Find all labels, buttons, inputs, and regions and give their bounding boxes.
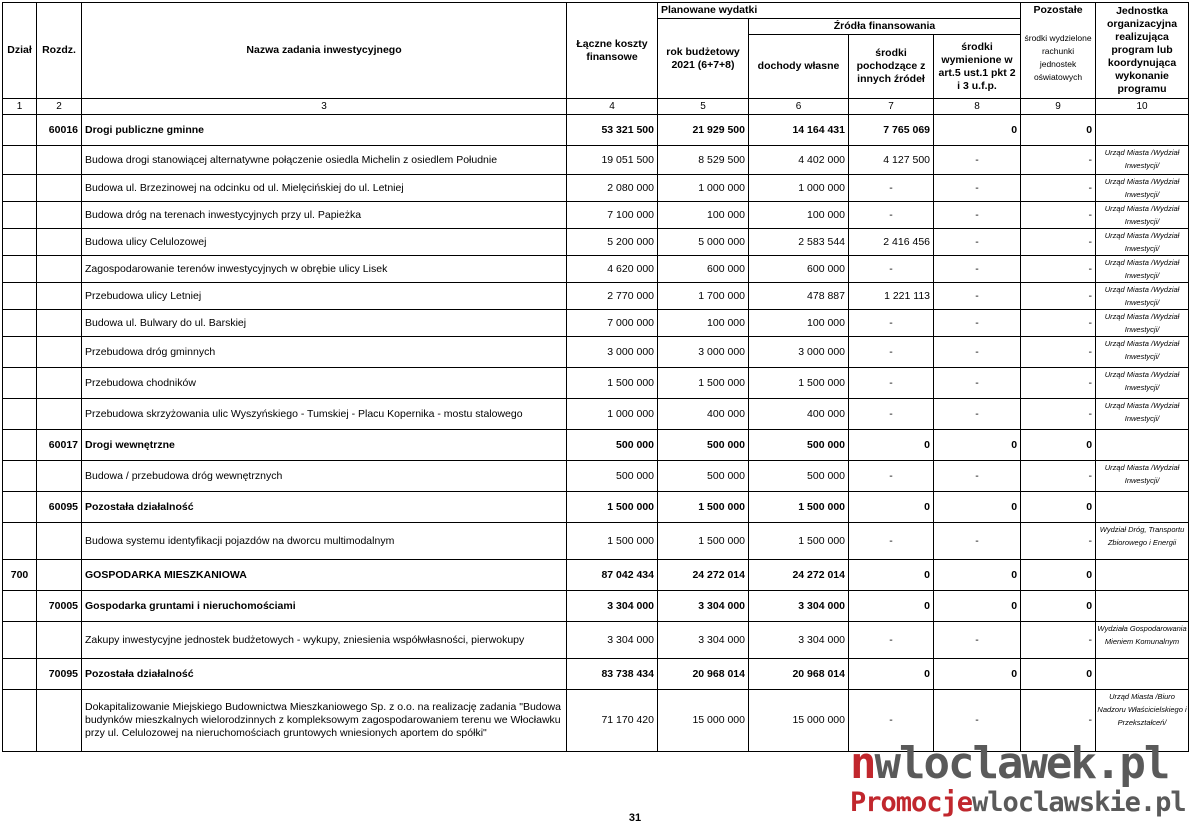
col-number: 10 xyxy=(1096,99,1189,115)
cell-rozdz xyxy=(37,560,82,591)
cell-innych: - xyxy=(849,523,934,560)
cell-dzial xyxy=(3,175,37,202)
cell-dochody: 1 500 000 xyxy=(749,368,849,399)
cell-dochody: 400 000 xyxy=(749,399,849,430)
cell-dochody: 2 583 544 xyxy=(749,229,849,256)
cell-dzial xyxy=(3,622,37,659)
cell-rozdz xyxy=(37,202,82,229)
cell-jednostka: Urząd Miasta /Wydział Inwestycji/ xyxy=(1096,461,1189,492)
cell-total: 3 000 000 xyxy=(567,337,658,368)
col-number: 8 xyxy=(934,99,1021,115)
cell-dzial: 700 xyxy=(3,560,37,591)
cell-name: Budowa dróg na terenach inwestycyjnych przy ul. Papieżka xyxy=(82,202,567,229)
cell-innych: - xyxy=(849,690,934,752)
cell-total: 87 042 434 xyxy=(567,560,658,591)
cell-name: Przebudowa dróg gminnych xyxy=(82,337,567,368)
cell-art5: - xyxy=(934,175,1021,202)
cell-jednostka: Wydziała Gospodarowania Mieniem Komunalnym xyxy=(1096,622,1189,659)
cell-art5: - xyxy=(934,399,1021,430)
cell-rozdz: 70005 xyxy=(37,591,82,622)
table-row xyxy=(3,256,1189,283)
cell-rozdz xyxy=(37,310,82,337)
cell-pozostale: 0 xyxy=(1021,430,1096,461)
cell-rok: 24 272 014 xyxy=(658,560,749,591)
cell-jednostka xyxy=(1096,115,1189,146)
cell-dzial xyxy=(3,461,37,492)
cell-dochody: 1 000 000 xyxy=(749,175,849,202)
cell-rok: 5 000 000 xyxy=(658,229,749,256)
cell-pozostale: - xyxy=(1021,622,1096,659)
cell-innych: 0 xyxy=(849,492,934,523)
cell-art5: - xyxy=(934,690,1021,752)
cell-pozostale: 0 xyxy=(1021,492,1096,523)
header-pozostale-top: Pozostałe xyxy=(1021,3,1096,19)
cell-rok: 1 500 000 xyxy=(658,492,749,523)
cell-dochody: 500 000 xyxy=(749,461,849,492)
cell-dzial xyxy=(3,430,37,461)
cell-art5: 0 xyxy=(934,115,1021,146)
cell-total: 53 321 500 xyxy=(567,115,658,146)
cell-jednostka: Urząd Miasta /Wydział Inwestycji/ xyxy=(1096,283,1189,310)
table-row xyxy=(3,283,1189,310)
cell-name: Budowa ul. Brzezinowej na odcinku od ul. Mielęcińskiej do ul. Letniej xyxy=(82,175,567,202)
cell-total: 3 304 000 xyxy=(567,622,658,659)
cell-name: Gospodarka gruntami i nieruchomościami xyxy=(82,591,567,622)
cell-art5: - xyxy=(934,461,1021,492)
cell-total: 83 738 434 xyxy=(567,659,658,690)
cell-rok: 3 304 000 xyxy=(658,622,749,659)
header-laczne: Łączne koszty finansowe xyxy=(567,3,658,99)
table-row xyxy=(3,622,1189,659)
cell-art5: - xyxy=(934,283,1021,310)
cell-dochody: 1 500 000 xyxy=(749,492,849,523)
cell-total: 2 770 000 xyxy=(567,283,658,310)
cell-jednostka: Urząd Miasta /Wydział Inwestycji/ xyxy=(1096,202,1189,229)
cell-pozostale: - xyxy=(1021,690,1096,752)
cell-innych: 0 xyxy=(849,591,934,622)
cell-innych: 0 xyxy=(849,659,934,690)
header-srodki-innych: środki pochodzące z innych źródeł xyxy=(849,35,934,99)
header-zrodla: Źródła finansowania xyxy=(749,19,1021,35)
table-row xyxy=(3,202,1189,229)
table-row xyxy=(3,399,1189,430)
cell-rok: 3 304 000 xyxy=(658,591,749,622)
cell-innych: - xyxy=(849,175,934,202)
cell-name: Zakupy inwestycyjne jednostek budżetowych - wykupy, zniesienia współwłasności, pierwokupy xyxy=(82,622,567,659)
header-jednostka: Jednostka organizacyjna realizująca program lub koordynująca wykonanie programu xyxy=(1096,3,1189,99)
header-srodki-art5: środki wymienione w art.5 ust.1 pkt 2 i 3 u.f.p. xyxy=(934,35,1021,99)
cell-dochody: 3 304 000 xyxy=(749,622,849,659)
cell-pozostale: - xyxy=(1021,256,1096,283)
cell-dochody: 4 402 000 xyxy=(749,146,849,175)
table-row xyxy=(3,175,1189,202)
cell-name: Drogi wewnętrzne xyxy=(82,430,567,461)
cell-innych: 0 xyxy=(849,430,934,461)
cell-innych: - xyxy=(849,461,934,492)
cell-rok: 3 000 000 xyxy=(658,337,749,368)
cell-name: Budowa systemu identyfikacji pojazdów na dworcu multimodalnym xyxy=(82,523,567,560)
cell-dochody: 20 968 014 xyxy=(749,659,849,690)
cell-dochody: 600 000 xyxy=(749,256,849,283)
cell-art5: - xyxy=(934,229,1021,256)
col-number: 5 xyxy=(658,99,749,115)
table-section-row xyxy=(3,430,1189,461)
cell-name: Pozostała działalność xyxy=(82,659,567,690)
cell-name: Drogi publiczne gminne xyxy=(82,115,567,146)
cell-pozostale: - xyxy=(1021,202,1096,229)
cell-rozdz xyxy=(37,622,82,659)
cell-dochody: 1 500 000 xyxy=(749,523,849,560)
cell-rok: 1 700 000 xyxy=(658,283,749,310)
cell-art5: 0 xyxy=(934,430,1021,461)
cell-dochody: 3 000 000 xyxy=(749,337,849,368)
cell-dzial xyxy=(3,310,37,337)
cell-name: Pozostała działalność xyxy=(82,492,567,523)
cell-pozostale: - xyxy=(1021,310,1096,337)
cell-name: Budowa / przebudowa dróg wewnętrznych xyxy=(82,461,567,492)
header-dochody: dochody własne xyxy=(749,35,849,99)
cell-name: Budowa ulicy Celulozowej xyxy=(82,229,567,256)
col-number: 7 xyxy=(849,99,934,115)
cell-rok: 500 000 xyxy=(658,461,749,492)
cell-dzial xyxy=(3,591,37,622)
cell-name: Przebudowa skrzyżowania ulic Wyszyńskiego - Tumskiej - Placu Kopernika - mostu stalowego xyxy=(82,399,567,430)
cell-total: 1 500 000 xyxy=(567,492,658,523)
cell-jednostka xyxy=(1096,659,1189,690)
page-number: 31 xyxy=(628,812,642,824)
cell-innych: - xyxy=(849,202,934,229)
cell-name: Przebudowa chodników xyxy=(82,368,567,399)
cell-art5: - xyxy=(934,622,1021,659)
cell-jednostka: Urząd Miasta /Wydział Inwestycji/ xyxy=(1096,337,1189,368)
cell-rok: 400 000 xyxy=(658,399,749,430)
table-body xyxy=(3,115,1189,752)
cell-dzial xyxy=(3,202,37,229)
table-row xyxy=(3,310,1189,337)
cell-pozostale: 0 xyxy=(1021,115,1096,146)
cell-name: Budowa ul. Bulwary do ul. Barskiej xyxy=(82,310,567,337)
cell-jednostka: Urząd Miasta /Wydział Inwestycji/ xyxy=(1096,399,1189,430)
cell-total: 1 500 000 xyxy=(567,523,658,560)
cell-pozostale: 0 xyxy=(1021,659,1096,690)
cell-rozdz xyxy=(37,523,82,560)
cell-art5: - xyxy=(934,202,1021,229)
cell-art5: - xyxy=(934,146,1021,175)
cell-total: 3 304 000 xyxy=(567,591,658,622)
cell-rozdz xyxy=(37,690,82,752)
cell-pozostale: - xyxy=(1021,368,1096,399)
cell-dochody: 500 000 xyxy=(749,430,849,461)
table-row xyxy=(3,368,1189,399)
cell-rozdz xyxy=(37,146,82,175)
cell-art5: - xyxy=(934,337,1021,368)
cell-rozdz xyxy=(37,461,82,492)
cell-dzial xyxy=(3,690,37,752)
cell-jednostka xyxy=(1096,430,1189,461)
cell-dzial xyxy=(3,399,37,430)
cell-jednostka: Wydział Dróg, Transportu Zbiorowego i Energii xyxy=(1096,523,1189,560)
cell-jednostka: Urząd Miasta /Wydział Inwestycji/ xyxy=(1096,256,1189,283)
cell-jednostka: Urząd Miasta /Biuro Nadzoru Właścicielskiego i Przekształceń/ xyxy=(1096,690,1189,752)
cell-name: Zagospodarowanie terenów inwestycyjnych w obrębie ulicy Lisek xyxy=(82,256,567,283)
cell-pozostale: - xyxy=(1021,283,1096,310)
cell-rozdz xyxy=(37,368,82,399)
cell-innych: - xyxy=(849,310,934,337)
cell-dochody: 100 000 xyxy=(749,310,849,337)
cell-rok: 100 000 xyxy=(658,202,749,229)
cell-pozostale: - xyxy=(1021,146,1096,175)
header-pozostale-bottom: środki wydzielone rachunki jednostek oświatowych xyxy=(1021,19,1096,99)
cell-art5: - xyxy=(934,256,1021,283)
col-number: 3 xyxy=(82,99,567,115)
cell-rok: 1 500 000 xyxy=(658,523,749,560)
cell-pozostale: 0 xyxy=(1021,560,1096,591)
cell-total: 7 100 000 xyxy=(567,202,658,229)
cell-rok: 8 529 500 xyxy=(658,146,749,175)
table-row xyxy=(3,146,1189,175)
cell-rok: 600 000 xyxy=(658,256,749,283)
table-row xyxy=(3,229,1189,256)
cell-dzial xyxy=(3,229,37,256)
cell-pozostale: - xyxy=(1021,523,1096,560)
cell-rozdz: 60016 xyxy=(37,115,82,146)
table-row xyxy=(3,461,1189,492)
col-number: 4 xyxy=(567,99,658,115)
cell-total: 1 000 000 xyxy=(567,399,658,430)
cell-rok: 21 929 500 xyxy=(658,115,749,146)
cell-dzial xyxy=(3,337,37,368)
cell-jednostka xyxy=(1096,591,1189,622)
cell-rok: 1 000 000 xyxy=(658,175,749,202)
cell-dzial xyxy=(3,523,37,560)
cell-dzial xyxy=(3,256,37,283)
cell-total: 500 000 xyxy=(567,430,658,461)
cell-dzial xyxy=(3,146,37,175)
cell-rozdz: 70095 xyxy=(37,659,82,690)
cell-total: 4 620 000 xyxy=(567,256,658,283)
table-row xyxy=(3,523,1189,560)
cell-dochody: 3 304 000 xyxy=(749,591,849,622)
cell-name: Przebudowa ulicy Letniej xyxy=(82,283,567,310)
cell-rozdz: 60017 xyxy=(37,430,82,461)
cell-art5: 0 xyxy=(934,591,1021,622)
table-row xyxy=(3,337,1189,368)
cell-rozdz xyxy=(37,229,82,256)
cell-pozostale: - xyxy=(1021,399,1096,430)
table-section-row xyxy=(3,115,1189,146)
header-rok: rok budżetowy 2021 (6+7+8) xyxy=(658,19,749,99)
table-section-row xyxy=(3,492,1189,523)
cell-rok: 1 500 000 xyxy=(658,368,749,399)
cell-innych: - xyxy=(849,368,934,399)
cell-total: 500 000 xyxy=(567,461,658,492)
investment-table xyxy=(2,2,1189,752)
cell-rok: 15 000 000 xyxy=(658,690,749,752)
cell-dochody: 15 000 000 xyxy=(749,690,849,752)
cell-dzial xyxy=(3,659,37,690)
cell-rozdz xyxy=(37,337,82,368)
cell-art5: 0 xyxy=(934,659,1021,690)
header-nazwa: Nazwa zadania inwestycyjnego xyxy=(82,3,567,99)
cell-rok: 500 000 xyxy=(658,430,749,461)
cell-pozostale: - xyxy=(1021,229,1096,256)
cell-pozostale: 0 xyxy=(1021,591,1096,622)
cell-jednostka: Urząd Miasta /Wydział Inwestycji/ xyxy=(1096,146,1189,175)
cell-innych: 0 xyxy=(849,560,934,591)
cell-art5: - xyxy=(934,310,1021,337)
col-number: 6 xyxy=(749,99,849,115)
cell-jednostka: Urząd Miasta /Wydział Inwestycji/ xyxy=(1096,368,1189,399)
cell-art5: - xyxy=(934,368,1021,399)
cell-dzial xyxy=(3,492,37,523)
cell-art5: - xyxy=(934,523,1021,560)
cell-dochody: 14 164 431 xyxy=(749,115,849,146)
cell-total: 7 000 000 xyxy=(567,310,658,337)
header-dzial: Dział xyxy=(3,3,37,99)
cell-pozostale: - xyxy=(1021,461,1096,492)
cell-jednostka xyxy=(1096,492,1189,523)
cell-jednostka: Urząd Miasta /Wydział Inwestycji/ xyxy=(1096,229,1189,256)
cell-total: 2 080 000 xyxy=(567,175,658,202)
cell-innych: 4 127 500 xyxy=(849,146,934,175)
col-number: 1 xyxy=(3,99,37,115)
col-number: 9 xyxy=(1021,99,1096,115)
cell-dochody: 24 272 014 xyxy=(749,560,849,591)
table-section-row xyxy=(3,560,1189,591)
watermark-promo: Promocjewloclawskie.pl xyxy=(850,787,1186,818)
cell-innych: 7 765 069 xyxy=(849,115,934,146)
col-number: 2 xyxy=(37,99,82,115)
cell-innych: - xyxy=(849,622,934,659)
cell-total: 1 500 000 xyxy=(567,368,658,399)
cell-rozdz xyxy=(37,283,82,310)
cell-rozdz xyxy=(37,399,82,430)
header-rozdz: Rozdz. xyxy=(37,3,82,99)
cell-jednostka: Urząd Miasta /Wydział Inwestycji/ xyxy=(1096,175,1189,202)
cell-name: Budowa drogi stanowiącej alternatywne połączenie osiedla Michelin z osiedlem Południe xyxy=(82,146,567,175)
cell-dzial xyxy=(3,283,37,310)
cell-innych: - xyxy=(849,337,934,368)
cell-innych: - xyxy=(849,256,934,283)
cell-innych: - xyxy=(849,399,934,430)
table-section-row xyxy=(3,659,1189,690)
cell-art5: 0 xyxy=(934,492,1021,523)
watermark-logo: nwloclawek.pl xyxy=(850,738,1169,789)
cell-art5: 0 xyxy=(934,560,1021,591)
cell-name: Dokapitalizowanie Miejskiego Budownictwa Mieszkaniowego Sp. z o.o. na realizację zadania "Budowa budynków mieszkalnych wielorodzinnych z kompleksowym zagospodarowaniem terenu we Włocławku przy ul. Celulozowej na nieruchomościach gruntowych wniesionych aportem do spółki" xyxy=(82,690,567,752)
cell-dochody: 100 000 xyxy=(749,202,849,229)
cell-innych: 2 416 456 xyxy=(849,229,934,256)
cell-rozdz xyxy=(37,175,82,202)
table-section-row xyxy=(3,591,1189,622)
cell-jednostka: Urząd Miasta /Wydział Inwestycji/ xyxy=(1096,310,1189,337)
cell-dzial xyxy=(3,368,37,399)
cell-innych: 1 221 113 xyxy=(849,283,934,310)
cell-rok: 20 968 014 xyxy=(658,659,749,690)
cell-pozostale: - xyxy=(1021,175,1096,202)
cell-pozostale: - xyxy=(1021,337,1096,368)
cell-rozdz: 60095 xyxy=(37,492,82,523)
cell-name: GOSPODARKA MIESZKANIOWA xyxy=(82,560,567,591)
cell-total: 19 051 500 xyxy=(567,146,658,175)
cell-dzial xyxy=(3,115,37,146)
header-planowane: Planowane wydatki xyxy=(658,3,1021,19)
cell-dochody: 478 887 xyxy=(749,283,849,310)
cell-jednostka xyxy=(1096,560,1189,591)
cell-rok: 100 000 xyxy=(658,310,749,337)
cell-total: 5 200 000 xyxy=(567,229,658,256)
cell-rozdz xyxy=(37,256,82,283)
cell-total: 71 170 420 xyxy=(567,690,658,752)
